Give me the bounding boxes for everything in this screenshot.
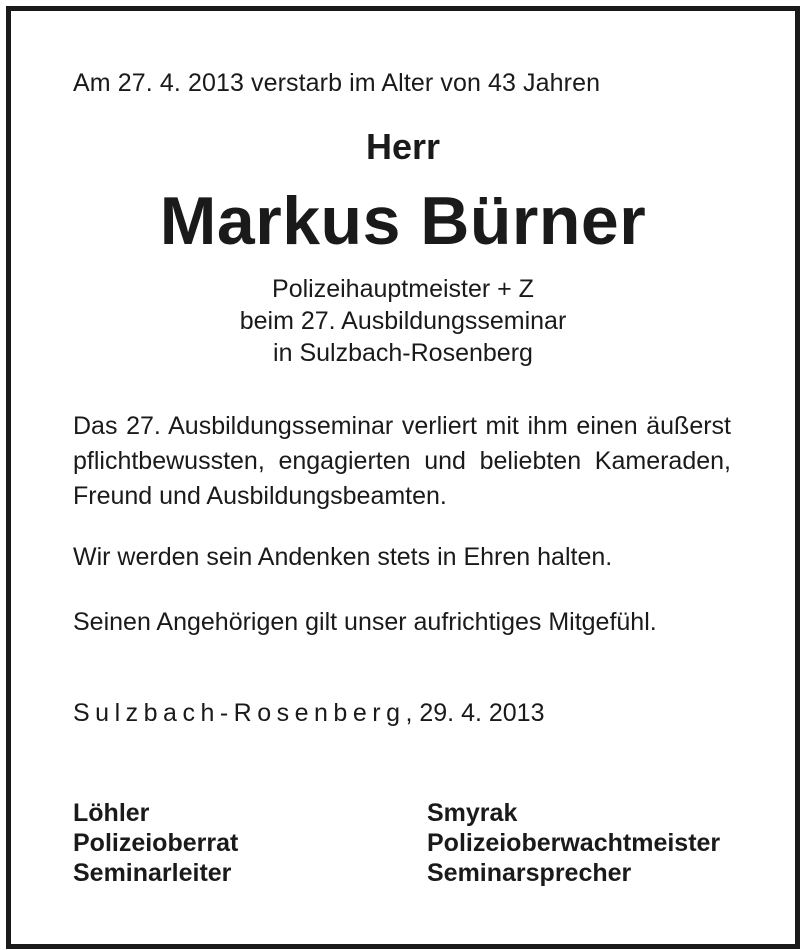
intro-line: Am 27. 4. 2013 verstarb im Alter von 43 Jahren [73, 69, 601, 97]
signatory-name: Löhler [73, 799, 150, 827]
signatory-name: Smyrak [427, 799, 518, 827]
signatory-rank: Polizeioberrat [73, 829, 239, 857]
tribute-paragraph: Das 27. Ausbildungsseminar verliert mit ihm einen äußerst pflichtbewussten, engagierten und beliebten Kameraden, Freund und Ausbildungsbeamten. [73, 412, 731, 510]
signatory-left [73, 798, 238, 888]
role-line: in Sulzbach-Rosenberg [273, 339, 533, 367]
signatory-function: Seminarleiter [73, 859, 232, 887]
obituary-notice-frame [6, 6, 800, 949]
role-line: Polizeihauptmeister + Z [272, 275, 534, 303]
place-name: Sulzbach-Rosenberg [73, 699, 406, 727]
role-block [11, 273, 795, 369]
signatory-function: Seminarsprecher [427, 859, 632, 887]
place-date-line [73, 699, 545, 728]
signatory-right [427, 798, 720, 888]
condolence-paragraph: Seinen Angehörigen gilt unser aufrichtiges Mitgefühl. [73, 608, 657, 636]
salutation: Herr [365, 126, 441, 167]
deceased-name: Markus Bürner [159, 183, 647, 259]
role-line: beim 27. Ausbildungsseminar [239, 307, 567, 335]
date: , 29. 4. 2013 [405, 699, 545, 727]
remembrance-paragraph: Wir werden sein Andenken stets in Ehren halten. [73, 543, 613, 571]
signatory-rank: Polizeioberwachtmeister [427, 829, 721, 857]
